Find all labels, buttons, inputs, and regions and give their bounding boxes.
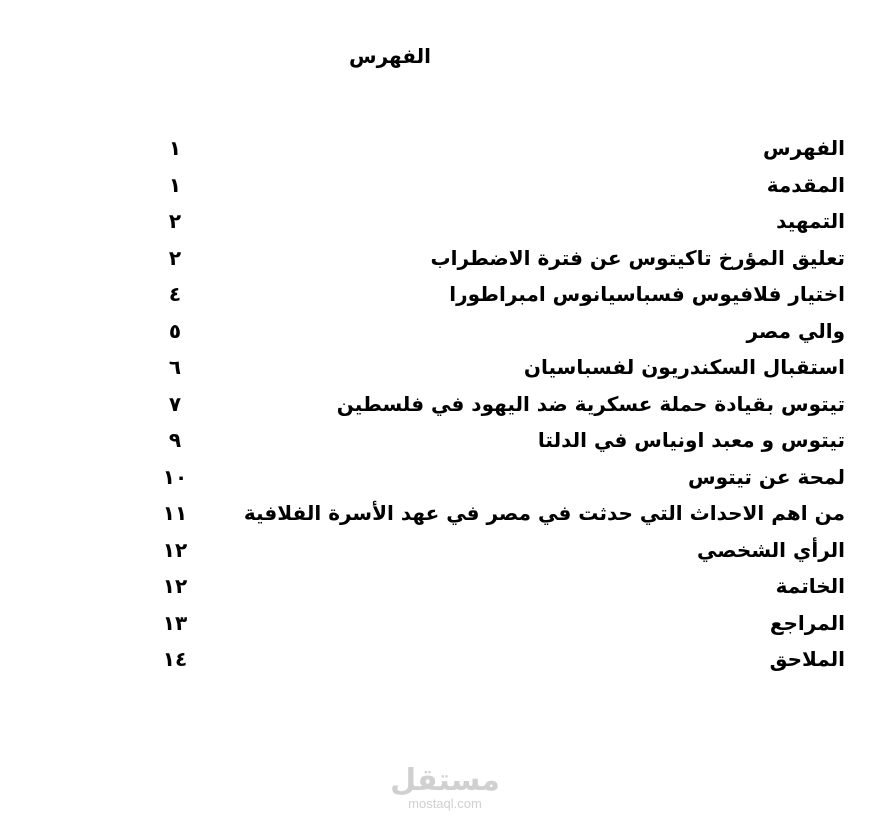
toc-page-number: ١٢ — [162, 574, 188, 598]
toc-row — [0, 532, 891, 569]
toc-entry-title: اختيار فلافيوس فسباسيانوس امبراطورا — [449, 282, 845, 306]
toc-page-number: ١ — [168, 136, 182, 160]
toc-row — [0, 568, 891, 605]
toc-row — [0, 349, 891, 386]
toc-page-number: ٩ — [168, 428, 182, 452]
toc-entry-title: الملاحق — [769, 647, 845, 671]
toc-page-number: ٦ — [168, 355, 182, 379]
toc-row — [0, 313, 891, 350]
toc-row — [0, 641, 891, 678]
toc-entry-title: والي مصر — [746, 318, 845, 343]
toc-row — [0, 459, 891, 496]
toc-row — [0, 605, 891, 642]
watermark-logo — [380, 765, 510, 811]
toc-entry-title: تيتوس بقيادة حملة عسكرية ضد اليهود في فلسطين — [336, 391, 845, 416]
watermark-arabic: مستقل — [390, 763, 500, 798]
toc-entry-title: تيتوس و معبد اونياس في الدلتا — [537, 428, 845, 452]
page-title: الفهرس — [348, 44, 431, 68]
toc-entry-title: المقدمة — [766, 172, 845, 197]
toc-page-number: ٢ — [168, 209, 182, 233]
toc-entry-title: الخاتمة — [775, 574, 845, 598]
toc-entry-title: المراجع — [769, 610, 845, 635]
toc-page-number: ١١ — [162, 501, 188, 525]
toc-entry-title: الفهرس — [762, 136, 845, 160]
toc-page-number: ١٤ — [162, 647, 188, 671]
toc-page-number: ١ — [168, 172, 182, 197]
toc-page-number: ٤ — [168, 282, 182, 306]
toc-entry-title: لمحة عن تيتوس — [687, 464, 845, 489]
toc-entry-title: تعليق المؤرخ تاكيتوس عن فترة الاضطراب — [430, 245, 845, 270]
toc-page-number: ١٢ — [162, 537, 188, 562]
toc-row — [0, 130, 891, 167]
toc-entry-title: التمهيد — [776, 209, 845, 233]
toc-row — [0, 495, 891, 532]
toc-row — [0, 203, 891, 240]
toc-entry-title: استقبال السكندريون لفسباسيان — [523, 355, 845, 379]
toc-page-number: ٧ — [168, 391, 182, 416]
toc-page-number: ١٠ — [162, 464, 188, 489]
toc-row — [0, 276, 891, 313]
toc-row — [0, 422, 891, 459]
toc-entry-title: الرأي الشخصي — [696, 537, 845, 562]
toc-row — [0, 240, 891, 277]
toc-page-number: ١٣ — [162, 610, 188, 635]
toc-page-number: ٢ — [168, 245, 182, 270]
table-of-contents — [0, 130, 891, 678]
toc-row — [0, 386, 891, 423]
toc-entry-title: من اهم الاحداث التي حدثت في مصر في عهد الأسرة الفلافية — [243, 501, 845, 525]
toc-page-number: ٥ — [168, 318, 182, 343]
toc-row — [0, 167, 891, 204]
watermark-latin: mostaql.com — [408, 796, 482, 811]
